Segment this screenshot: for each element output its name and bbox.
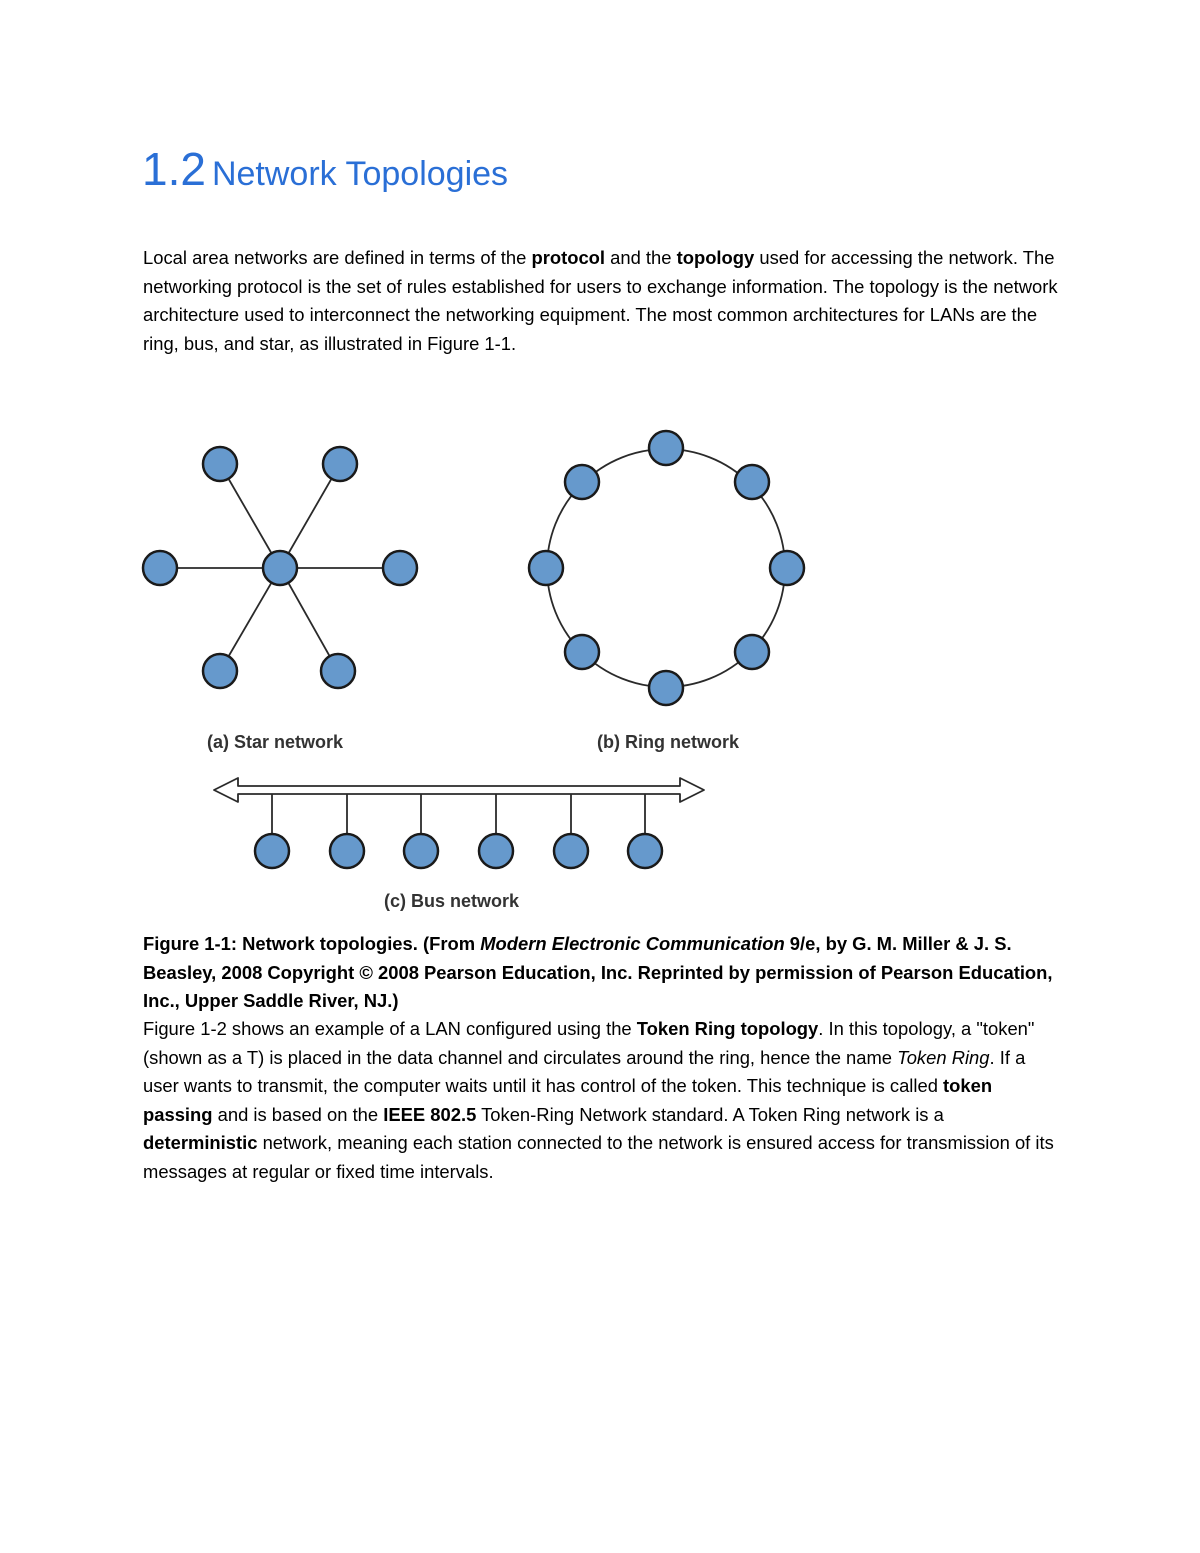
body-text: Figure 1-2 shows an example of a LAN configured using the <box>143 1018 637 1039</box>
star-network-label: (a) Star network <box>207 732 344 752</box>
star-node <box>383 551 417 585</box>
ring-node <box>565 635 599 669</box>
bus-network-label: (c) Bus network <box>384 891 520 911</box>
star-network-diagram <box>143 447 417 752</box>
caption-text: 9/e, by G. M. Miller & J. S. Beasley, 2008 Copyright © 2008 Pearson Education, Inc. Reprinted by permission of Pearson Education, Inc., Upper Saddle River, NJ.) <box>143 933 1053 1011</box>
ring-network-diagram <box>529 431 804 752</box>
token-ring-paragraph <box>143 1015 1058 1186</box>
ring-node <box>649 431 683 465</box>
ring-node <box>649 671 683 705</box>
intro-text: used for accessing the network. The networking protocol is the set of rules established for users to exchange information. The topology is the network architecture used to interconnect the networking equipment. The most common architectures for LANs are the ring, bus, and star, as illustrated in Figure 1-1. <box>143 247 1058 354</box>
star-node <box>143 551 177 585</box>
figure-caption <box>143 930 1058 1016</box>
ring-node <box>529 551 563 585</box>
term-topology: topology <box>676 247 755 268</box>
bus-node <box>404 834 438 868</box>
term-token-passing: token passing <box>143 1075 993 1125</box>
bus-node <box>330 834 364 868</box>
bus-node <box>255 834 289 868</box>
term-token-ring-topology: Token Ring topology <box>636 1018 819 1039</box>
caption-text: Figure 1-1: Network topologies. (From <box>143 933 481 954</box>
star-node <box>203 654 237 688</box>
body-text: network, meaning each station connected to the network is ensured access for transmission of its messages at regular or fixed time intervals. <box>143 1132 1054 1182</box>
star-node <box>203 447 237 481</box>
bus-node <box>628 834 662 868</box>
body-text: . In this topology, a "token" (shown as a T) is placed in the data channel and circulates around the ring, hence the name <box>143 1018 1035 1068</box>
intro-text: and the <box>605 247 677 268</box>
ring-node <box>770 551 804 585</box>
section-title: Network Topologies <box>211 155 509 193</box>
body-text: Token-Ring Network standard. A Token Ring network is a <box>476 1103 944 1125</box>
ring-network-label: (b) Ring network <box>597 732 739 752</box>
bus-node <box>479 834 513 868</box>
term-ieee-802-5: IEEE 802.5 <box>383 1103 477 1125</box>
term-token-ring: Token Ring <box>897 1046 990 1068</box>
ring-node <box>565 465 599 499</box>
body-text: and is based on the <box>212 1103 384 1125</box>
star-node <box>321 654 355 688</box>
bus-network-diagram <box>214 778 704 911</box>
star-node <box>323 447 357 481</box>
bus-node <box>554 834 588 868</box>
star-hub-node <box>263 551 297 585</box>
ring-node <box>735 635 769 669</box>
body-text: . If a user wants to transmit, the computer waits until it has control of the token. This technique is called <box>143 1046 1026 1096</box>
ring-node <box>735 465 769 499</box>
intro-text: Local area networks are defined in terms of the <box>143 247 532 268</box>
caption-book-title: Modern Electronic Communication <box>480 933 785 954</box>
bus-backbone-arrow <box>214 778 704 802</box>
term-deterministic: deterministic <box>143 1132 258 1153</box>
term-protocol: protocol <box>531 247 606 268</box>
section-number: 1.2 <box>142 143 206 195</box>
